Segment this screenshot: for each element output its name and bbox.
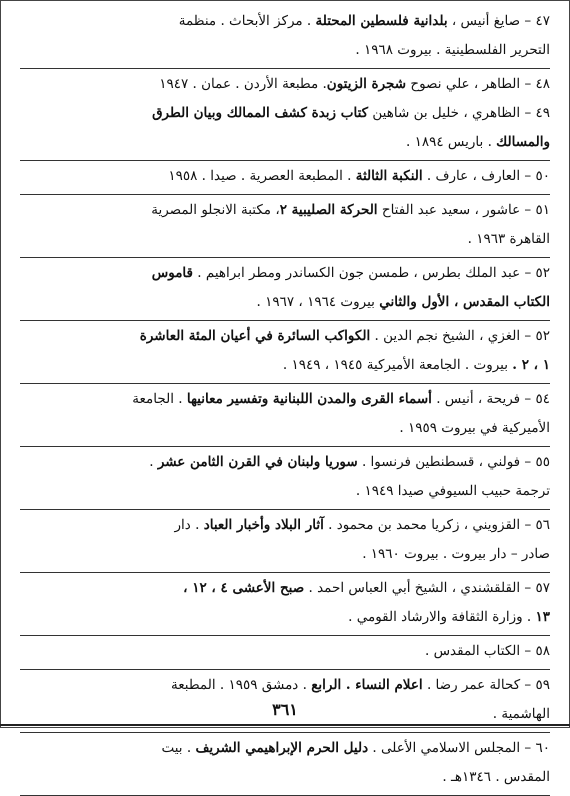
page-number: ٣٦١ bbox=[272, 700, 298, 719]
entry-text: المقدس . ١٣٤٦هـ . bbox=[442, 769, 550, 785]
entry-line bbox=[20, 448, 550, 477]
entry-line bbox=[20, 7, 550, 36]
entry-text: ترجمة حبيب السيوفي صيدا ١٩٤٩ . bbox=[355, 483, 550, 499]
entry-title-text: ١ ، ٢ . bbox=[512, 357, 550, 373]
entry-text: . دار bbox=[174, 517, 204, 533]
bibliography-entry bbox=[20, 69, 550, 161]
entry-line bbox=[20, 288, 550, 317]
entry-title-text: بلدانية فلسطين المحتلة bbox=[315, 13, 448, 29]
entry-text: ٤٩ – الظاهري ، خليل بن شاهين bbox=[368, 105, 550, 121]
entry-text: ٥٠ – العارف ، عارف . bbox=[422, 168, 550, 184]
entry-line bbox=[20, 540, 550, 569]
entry-title-text: دليل الحرم الإبراهيمي الشريف bbox=[195, 740, 369, 756]
entry-line bbox=[20, 162, 550, 191]
bibliography-entry bbox=[20, 258, 550, 321]
entry-text: ، مكتبة الانجلو المصرية bbox=[151, 202, 280, 218]
entry-title-text: شجرة الزيتون bbox=[326, 76, 407, 92]
entry-text: ٥٧ – القلقشندي ، الشيخ أبي العباس احمد . bbox=[304, 580, 550, 596]
entry-line bbox=[20, 99, 550, 128]
bibliography-entry bbox=[20, 6, 550, 69]
entry-line bbox=[20, 36, 550, 65]
entry-text: القاهرة ١٩٦٣ . bbox=[467, 231, 550, 247]
bibliography-entry bbox=[20, 321, 550, 384]
entry-line bbox=[20, 128, 550, 157]
entry-line bbox=[20, 351, 550, 380]
entry-line bbox=[20, 603, 550, 632]
entry-text: ٥٥ – فولني ، قسطنطين فرنسوا . bbox=[357, 454, 550, 470]
entry-title-text: سوريا ولبنان في القرن الثامن عشر bbox=[157, 454, 358, 470]
entry-text: ٥٤ – فريحة ، أنيس . bbox=[431, 391, 550, 407]
entry-text: ٦٠ – المجلس الاسلامي الأعلى . bbox=[368, 740, 550, 756]
entry-title-text: الحركة الصليبية ٢ bbox=[279, 202, 378, 218]
entry-title-text: والمسالك bbox=[496, 134, 550, 150]
entry-text: ٥٢ – عبد الملك بطرس ، طمسن جون الكساندر ومطر ابراهيم . bbox=[193, 265, 550, 281]
bibliography-entry bbox=[20, 573, 550, 636]
bibliography-entry bbox=[20, 195, 550, 258]
entry-title-text: صبح الأعشى ٤ ، ١٢ ، bbox=[183, 580, 305, 596]
entry-text: . bbox=[149, 454, 158, 470]
entry-line bbox=[20, 637, 550, 666]
entry-title-text: النكبة الثالثة bbox=[355, 168, 423, 184]
bibliography-entry bbox=[20, 161, 550, 195]
entry-text: . المطبعة العصرية . صيدا . ١٩٥٨ bbox=[168, 168, 356, 184]
entry-text: . بيت bbox=[161, 740, 196, 756]
entry-text: صادر – دار بيروت . بيروت ١٩٦٠ . bbox=[362, 546, 550, 562]
entry-line bbox=[20, 734, 550, 763]
bibliography-entry bbox=[20, 510, 550, 573]
entry-line bbox=[20, 70, 550, 99]
entry-line bbox=[20, 477, 550, 506]
entry-text: . وزارة الثقافة والارشاد القومي . bbox=[348, 609, 536, 625]
entry-text: ٥٦ – القزويني ، زكريا محمد بن محمود . bbox=[323, 517, 550, 533]
entry-text: . مركز الأبحاث . منظمة bbox=[178, 13, 316, 29]
entry-line bbox=[20, 196, 550, 225]
bibliography-entry bbox=[20, 733, 550, 796]
entry-line bbox=[20, 511, 550, 540]
entry-text: ٤٧ – صايغ أنيس ، bbox=[447, 13, 550, 29]
entry-title-text: آثار البلاد وأخبار العباد bbox=[203, 517, 324, 533]
bibliography-entry bbox=[20, 384, 550, 447]
entry-line bbox=[20, 259, 550, 288]
entry-text: . دمشق ١٩٥٩ . المطبعة bbox=[171, 677, 312, 693]
entry-text: ٥١ – عاشور ، سعيد عبد الفتاح bbox=[377, 202, 550, 218]
bibliography-entry bbox=[20, 636, 550, 670]
entry-line bbox=[20, 574, 550, 603]
entry-text: التحرير الفلسطينية . بيروت ١٩٦٨ . bbox=[355, 42, 550, 58]
entry-line bbox=[20, 225, 550, 254]
entry-text: بيروت . الجامعة الأميركية ١٩٤٥ ، ١٩٤٩ . bbox=[282, 357, 513, 373]
entry-title-text: الكتاب المقدس ، الأول والثاني bbox=[379, 294, 550, 310]
entry-text: الأميركية في بيروت ١٩٥٩ . bbox=[399, 420, 550, 436]
entry-line bbox=[20, 671, 550, 700]
entry-title-text: قاموس bbox=[151, 265, 193, 281]
entry-text: ٥٢ – الغزي ، الشيخ نجم الدين . bbox=[370, 328, 550, 344]
entry-line bbox=[20, 414, 550, 443]
entry-line bbox=[20, 385, 550, 414]
entry-text: ٤٨ – الطاهر ، علي نصوح bbox=[406, 76, 550, 92]
entry-text: بيروت ١٩٦٤ ، ١٩٦٧ . bbox=[256, 294, 380, 310]
entry-text: . مطبعة الأردن . عمان . ١٩٤٧ bbox=[159, 76, 327, 92]
entry-title-text: أسماء القرى والمدن اللبنانية وتفسير معانيها bbox=[186, 391, 432, 407]
entry-title-text: اعلام النساء . الرابع bbox=[311, 677, 423, 693]
bottom-rule bbox=[0, 724, 570, 726]
entry-line bbox=[20, 763, 550, 792]
entry-text: . باريس ١٨٩٤ . bbox=[406, 134, 497, 150]
entry-text: الهاشمية . bbox=[492, 706, 550, 722]
bibliography-page bbox=[20, 6, 550, 796]
entry-text: . الجامعة bbox=[132, 391, 187, 407]
entry-text: ٥٨ – الكتاب المقدس . bbox=[424, 643, 550, 659]
bibliography-entry bbox=[20, 447, 550, 510]
entry-title-text: ١٣ bbox=[535, 609, 550, 625]
entry-title-text: كتاب زبدة كشف الممالك وبيان الطرق bbox=[152, 105, 369, 121]
entry-text: ٥٩ – كحالة عمر رضا . bbox=[422, 677, 550, 693]
entry-line bbox=[20, 322, 550, 351]
entry-title-text: الكواكب السائرة في أعيان المئة العاشرة bbox=[139, 328, 371, 344]
